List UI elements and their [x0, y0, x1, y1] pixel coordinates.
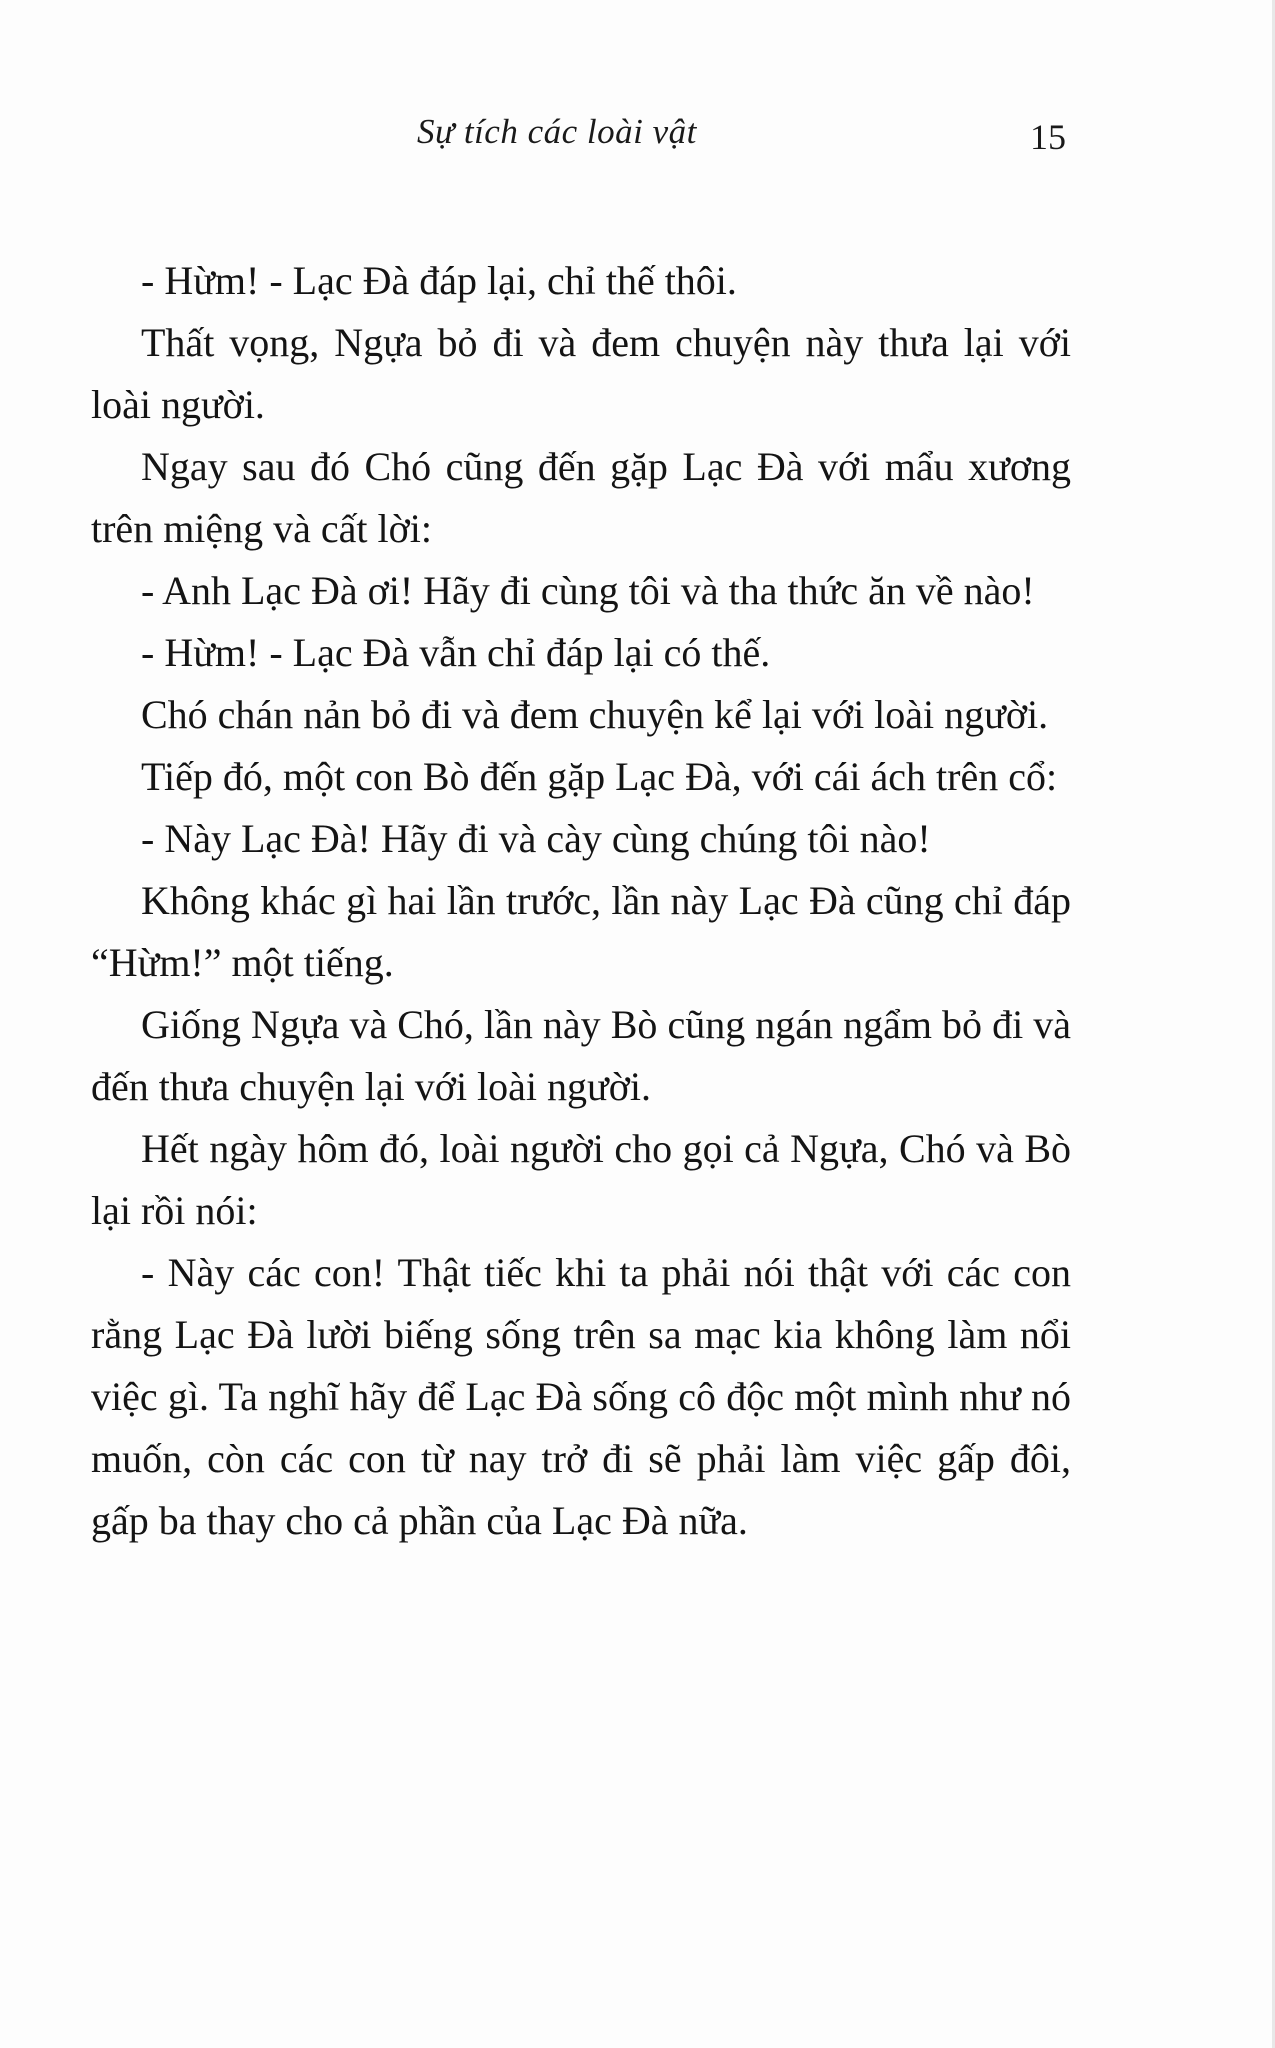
paragraph: Thất vọng, Ngựa bỏ đi và đem chuyện này thưa lại với loài người.	[91, 320, 1071, 427]
running-title: Sự tích các loài vật	[417, 112, 697, 151]
paragraph: Không khác gì hai lần trước, lần này Lạc Đà cũng chỉ đáp “Hừm!” một tiếng.	[91, 878, 1071, 985]
paragraph: Hết ngày hôm đó, loài người cho gọi cả Ngựa, Chó và Bò lại rồi nói:	[91, 1126, 1071, 1233]
paragraph: Tiếp đó, một con Bò đến gặp Lạc Đà, với cái ách trên cổ:	[141, 754, 1058, 799]
paragraph: Giống Ngựa và Chó, lần này Bò cũng ngán ngẩm bỏ đi và đến thưa chuyện lại với loài người.	[91, 1002, 1071, 1109]
paragraph: - Hừm! - Lạc Đà đáp lại, chỉ thế thôi.	[141, 258, 737, 303]
paragraph: - Anh Lạc Đà ơi! Hãy đi cùng tôi và tha thức ăn về nào!	[141, 568, 1035, 613]
paragraph: Ngay sau đó Chó cũng đến gặp Lạc Đà với mẩu xương trên miệng và cất lời:	[91, 444, 1071, 551]
page-header	[0, 112, 1275, 172]
body-text	[91, 250, 1071, 1552]
paragraph: - Hừm! - Lạc Đà vẫn chỉ đáp lại có thế.	[141, 630, 771, 675]
paragraph: Chó chán nản bỏ đi và đem chuyện kể lại với loài người.	[141, 692, 1049, 737]
paragraph: - Này Lạc Đà! Hãy đi và cày cùng chúng tôi nào!	[141, 816, 931, 861]
paragraph: - Này các con! Thật tiếc khi ta phải nói thật với các con rằng Lạc Đà lười biếng sống trên sa mạc kia không làm nổi việc gì. Ta nghĩ hãy để Lạc Đà sống cô độc một mình như nó muốn, còn các con từ nay trở đi sẽ phải làm việc gấp đôi, gấp ba thay cho cả phần của Lạc Đà nữa.	[91, 1250, 1071, 1543]
page-number: 15	[1030, 117, 1066, 157]
